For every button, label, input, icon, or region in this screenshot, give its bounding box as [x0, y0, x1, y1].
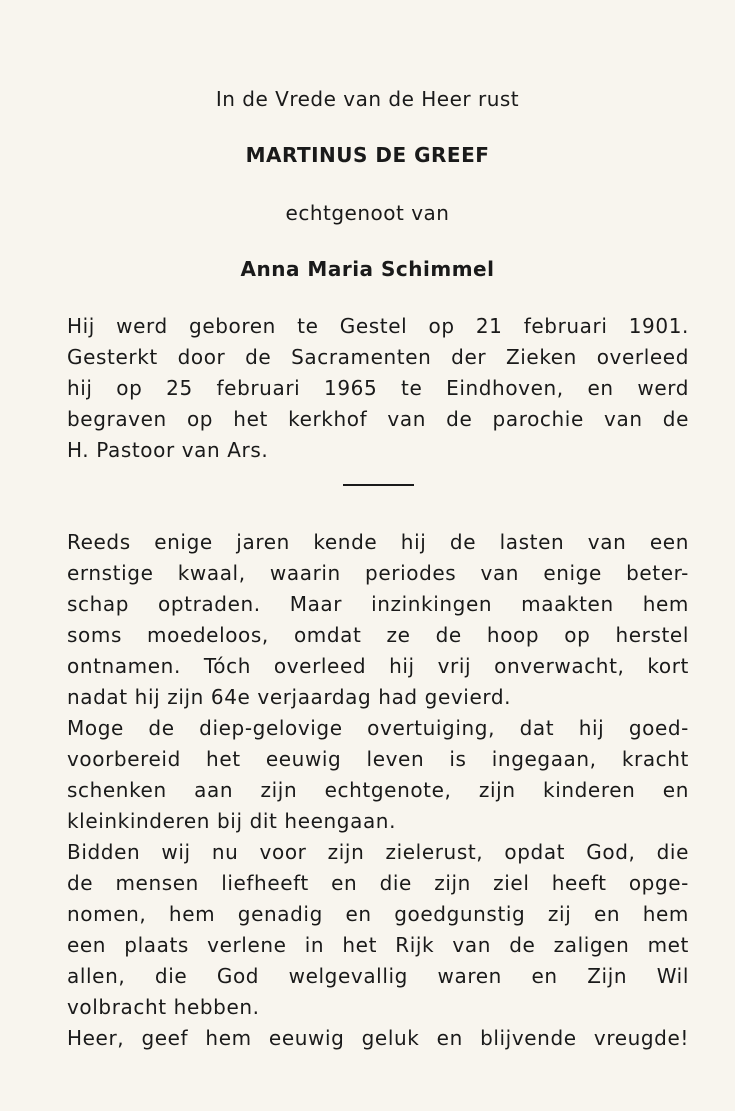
body-line: nomen, hem genadig en goedgunstig zij en hem — [67, 902, 689, 926]
relation-line: echtgenoot van — [285, 201, 450, 225]
body-line: soms moedeloos, omdat ze de hoop op herstel — [67, 623, 689, 647]
bio-paragraph — [67, 311, 689, 466]
body-line: de mensen liefheeft en die zijn ziel heeft opge- — [67, 871, 689, 895]
intro-line: In de Vrede van de Heer rust — [215, 87, 520, 111]
divider — [343, 484, 414, 486]
body-line: ontnamen. Tóch overleed hij vrij onverwacht, kort — [67, 654, 689, 678]
body-line: Bidden wij nu voor zijn zielerust, opdat God, die — [67, 840, 689, 864]
body-line: schenken aan zijn echtgenote, zijn kinderen en — [67, 778, 689, 802]
body-line: volbracht hebben. — [67, 995, 260, 1019]
body-line: allen, die God welgevallig waren en Zijn Wil — [67, 964, 689, 988]
bio-line: begraven op het kerkhof van de parochie van de — [67, 407, 689, 431]
bio-line: Gesterkt door de Sacramenten der Zieken overleed — [67, 345, 689, 369]
body-line: Heer, geef hem eeuwig geluk en blijvende vreugde! — [67, 1026, 689, 1050]
body-line: nadat hij zijn 64e verjaardag had gevierd. — [67, 685, 512, 709]
body-line: schap optraden. Maar inzinkingen maakten hem — [67, 592, 689, 616]
body-paragraph — [67, 527, 689, 1054]
bio-line: hij op 25 februari 1965 te Eindhoven, en werd — [67, 376, 689, 400]
body-line: een plaats verlene in het Rijk van de zaligen met — [67, 933, 689, 957]
body-line: voorbereid het eeuwig leven is ingegaan, kracht — [67, 747, 689, 771]
deceased-name: MARTINUS DE GREEF — [245, 143, 490, 167]
body-line: ernstige kwaal, waarin periodes van enige beter- — [67, 561, 689, 585]
bio-line: Hij werd geboren te Gestel op 21 februari 1901. — [67, 314, 689, 338]
body-line: Reeds enige jaren kende hij de lasten van een — [67, 530, 689, 554]
spouse-name: Anna Maria Schimmel — [240, 257, 495, 281]
bio-line: H. Pastoor van Ars. — [67, 438, 269, 462]
body-line: kleinkinderen bij dit heengaan. — [67, 809, 397, 833]
body-line: Moge de diep-gelovige overtuiging, dat hij goed- — [67, 716, 689, 740]
